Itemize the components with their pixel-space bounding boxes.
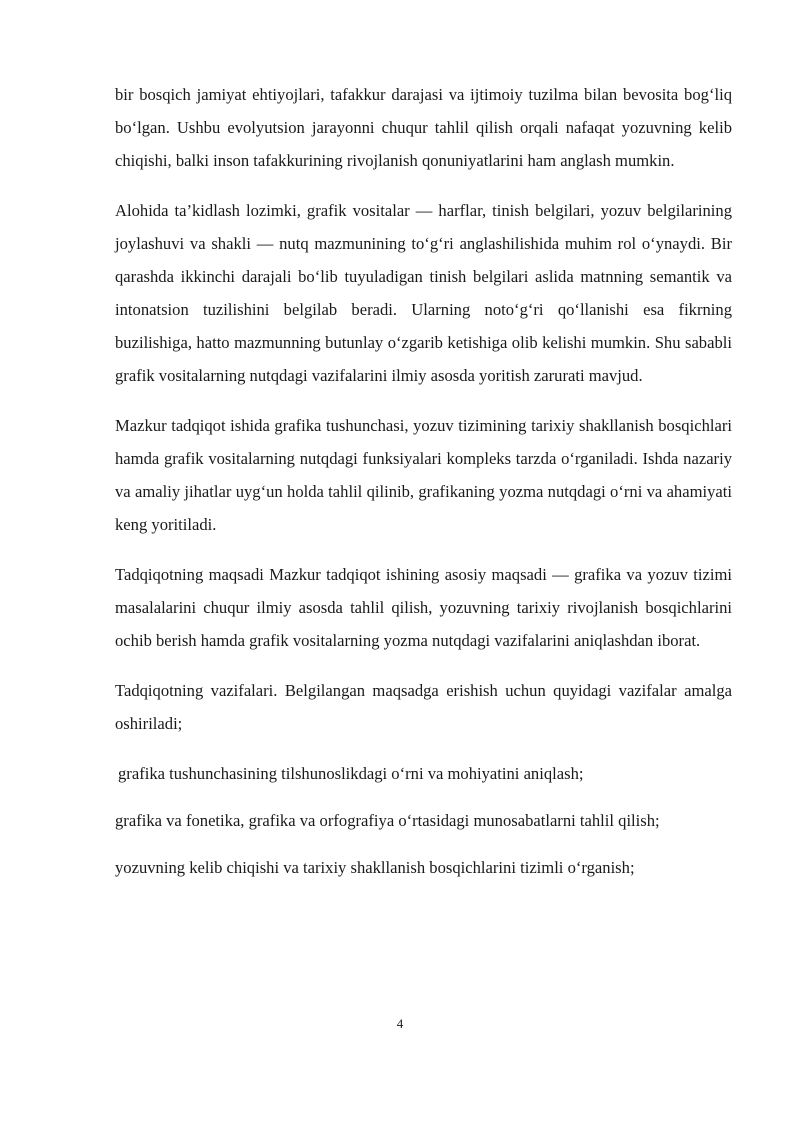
paragraph-research-goal: Tadqiqotning maqsadi Mazkur tadqiqot ishining asosiy maqsadi — grafika va yozuv tizimi masalalarini chuqur ilmiy asosda tahlil qilish, yozuvning tarixiy rivojlanish bosqichlarini ochib berish hamda grafik vositalarning yozma nutqdagi vazifalarini aniqlashdan iborat. — [115, 565, 732, 650]
page-number: 4 — [396, 1016, 404, 1031]
paragraph-research-scope: Mazkur tadqiqot ishida grafika tushunchasi, yozuv tizimining tarixiy shakllanish bosqichlari hamda grafik vositalarning nutqdagi funksiyalari kompleks tarzda o‘rganiladi. Ishda nazariy va amaliy jihatlar uyg‘un holda tahlil qilinib, grafikaning yozma nutqdagi o‘rni va ahamiyati keng yoritiladi. — [115, 416, 732, 534]
task-item: yozuvning kelib chiqishi va tarixiy shakllanish bosqichlarini tizimli o‘rganish; — [115, 858, 635, 877]
paragraph-graphic-means: Alohida ta’kidlash lozimki, grafik vositalar — harflar, tinish belgilari, yozuv belgilarining joylashuvi va shakli — nutq mazmunining to‘g‘ri anglashilishida muhim rol o‘ynaydi. Bir qarashda ikkinchi darajali bo‘lib tuyuladigan tinish belgilari aslida matnning semantik va intonatsion tuzilishini belgilab beradi. Ularning noto‘g‘ri qo‘llanishi esa fikrning buzilishiga, hatto mazmunning butunlay o‘zgarib ketishiga olib kelishi mumkin. Shu sababli grafik vositalarning nutqdagi vazifalarini ilmiy asosda yoritish zarurati mavjud. — [115, 201, 732, 385]
page-body — [115, 78, 732, 898]
task-item: grafika tushunchasining tilshunoslikdagi o‘rni va mohiyatini aniqlash; — [118, 764, 584, 783]
task-item: grafika va fonetika, grafika va orfografiya o‘rtasidagi munosabatlarni tahlil qilish; — [115, 811, 660, 830]
paragraph-research-tasks-intro: Tadqiqotning vazifalari. Belgilangan maqsadga erishish uchun quyidagi vazifalar amalga oshiriladi; — [115, 681, 732, 733]
paragraph-intro-continuation: bir bosqich jamiyat ehtiyojlari, tafakkur darajasi va ijtimoiy tuzilma bilan bevosita bog‘liq bo‘lgan. Ushbu evolyutsion jarayonni chuqur tahlil qilish orqali nafaqat yozuvning kelib chiqishi, balki inson tafakkurining rivojlanish qonuniyatlarini ham anglash mumkin. — [115, 85, 732, 170]
